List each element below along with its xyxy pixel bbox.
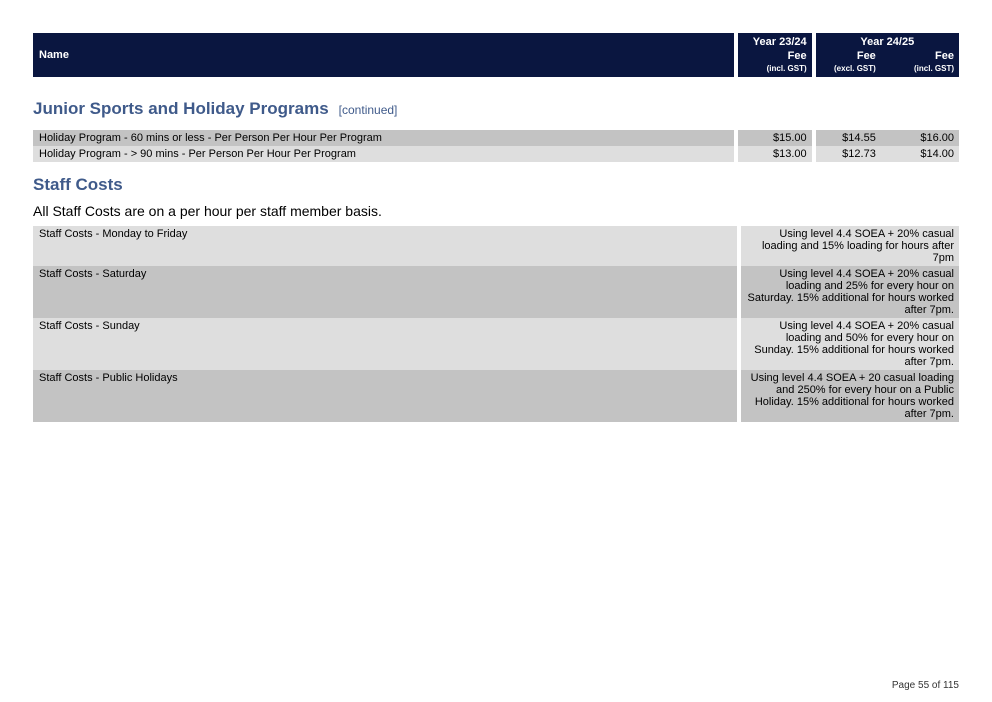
header-fee-label: Fee: [787, 50, 807, 62]
continued-label: [continued]: [338, 103, 398, 117]
table-row: Staff Costs - Saturday Using level 4.4 SOEA + 20% casual loading and 25% for every hour on Saturday. 15% additional for hours worked after 7pm.: [33, 266, 959, 318]
header-year-2425: [816, 33, 959, 77]
header-year2-label: Year 24/25: [860, 36, 915, 48]
section-title-junior-sports: Junior Sports and Holiday Programs [continued]: [33, 99, 398, 118]
staff-costs-intro: All Staff Costs are on a per hour per staff member basis.: [33, 203, 382, 219]
header-fee-incl-label: Fee: [935, 50, 955, 62]
section-title-staff-costs: Staff Costs: [33, 175, 123, 194]
header-year1-label: Year 23/24: [752, 36, 807, 48]
table-row: Staff Costs - Public Holidays Using level 4.4 SOEA + 20 casual loading and 250% for every hour on a Public Holiday. 15% additional for hours worked after 7pm.: [33, 370, 959, 422]
header-incl-gst-label-2: (incl. GST): [914, 64, 955, 73]
page-number: Page 55 of 115: [891, 680, 959, 691]
header-excl-gst-label: (excl. GST): [834, 64, 876, 73]
table-row: Staff Costs - Sunday Using level 4.4 SOEA + 20% casual loading and 50% for every hour on Sunday. 15% additional for hours worked after 7pm.: [33, 318, 959, 370]
header-fee-excl-label: Fee: [856, 50, 876, 62]
header-year-2324: [738, 33, 812, 77]
table-row: Staff Costs - Monday to Friday Using level 4.4 SOEA + 20% casual loading and 15% loading for hours after 7pm: [33, 226, 959, 266]
header-incl-gst-label: (incl. GST): [766, 64, 807, 73]
table-row: Holiday Program - 60 mins or less - Per Person Per Hour Per Program $15.00 $14.55 $16.00: [33, 130, 959, 146]
table-row: Holiday Program - > 90 mins - Per Person Per Hour Per Program $13.00 $12.73 $14.00: [33, 146, 959, 162]
fee-table: [33, 33, 959, 422]
header-name: Name: [33, 33, 734, 77]
table-header: [33, 33, 959, 77]
